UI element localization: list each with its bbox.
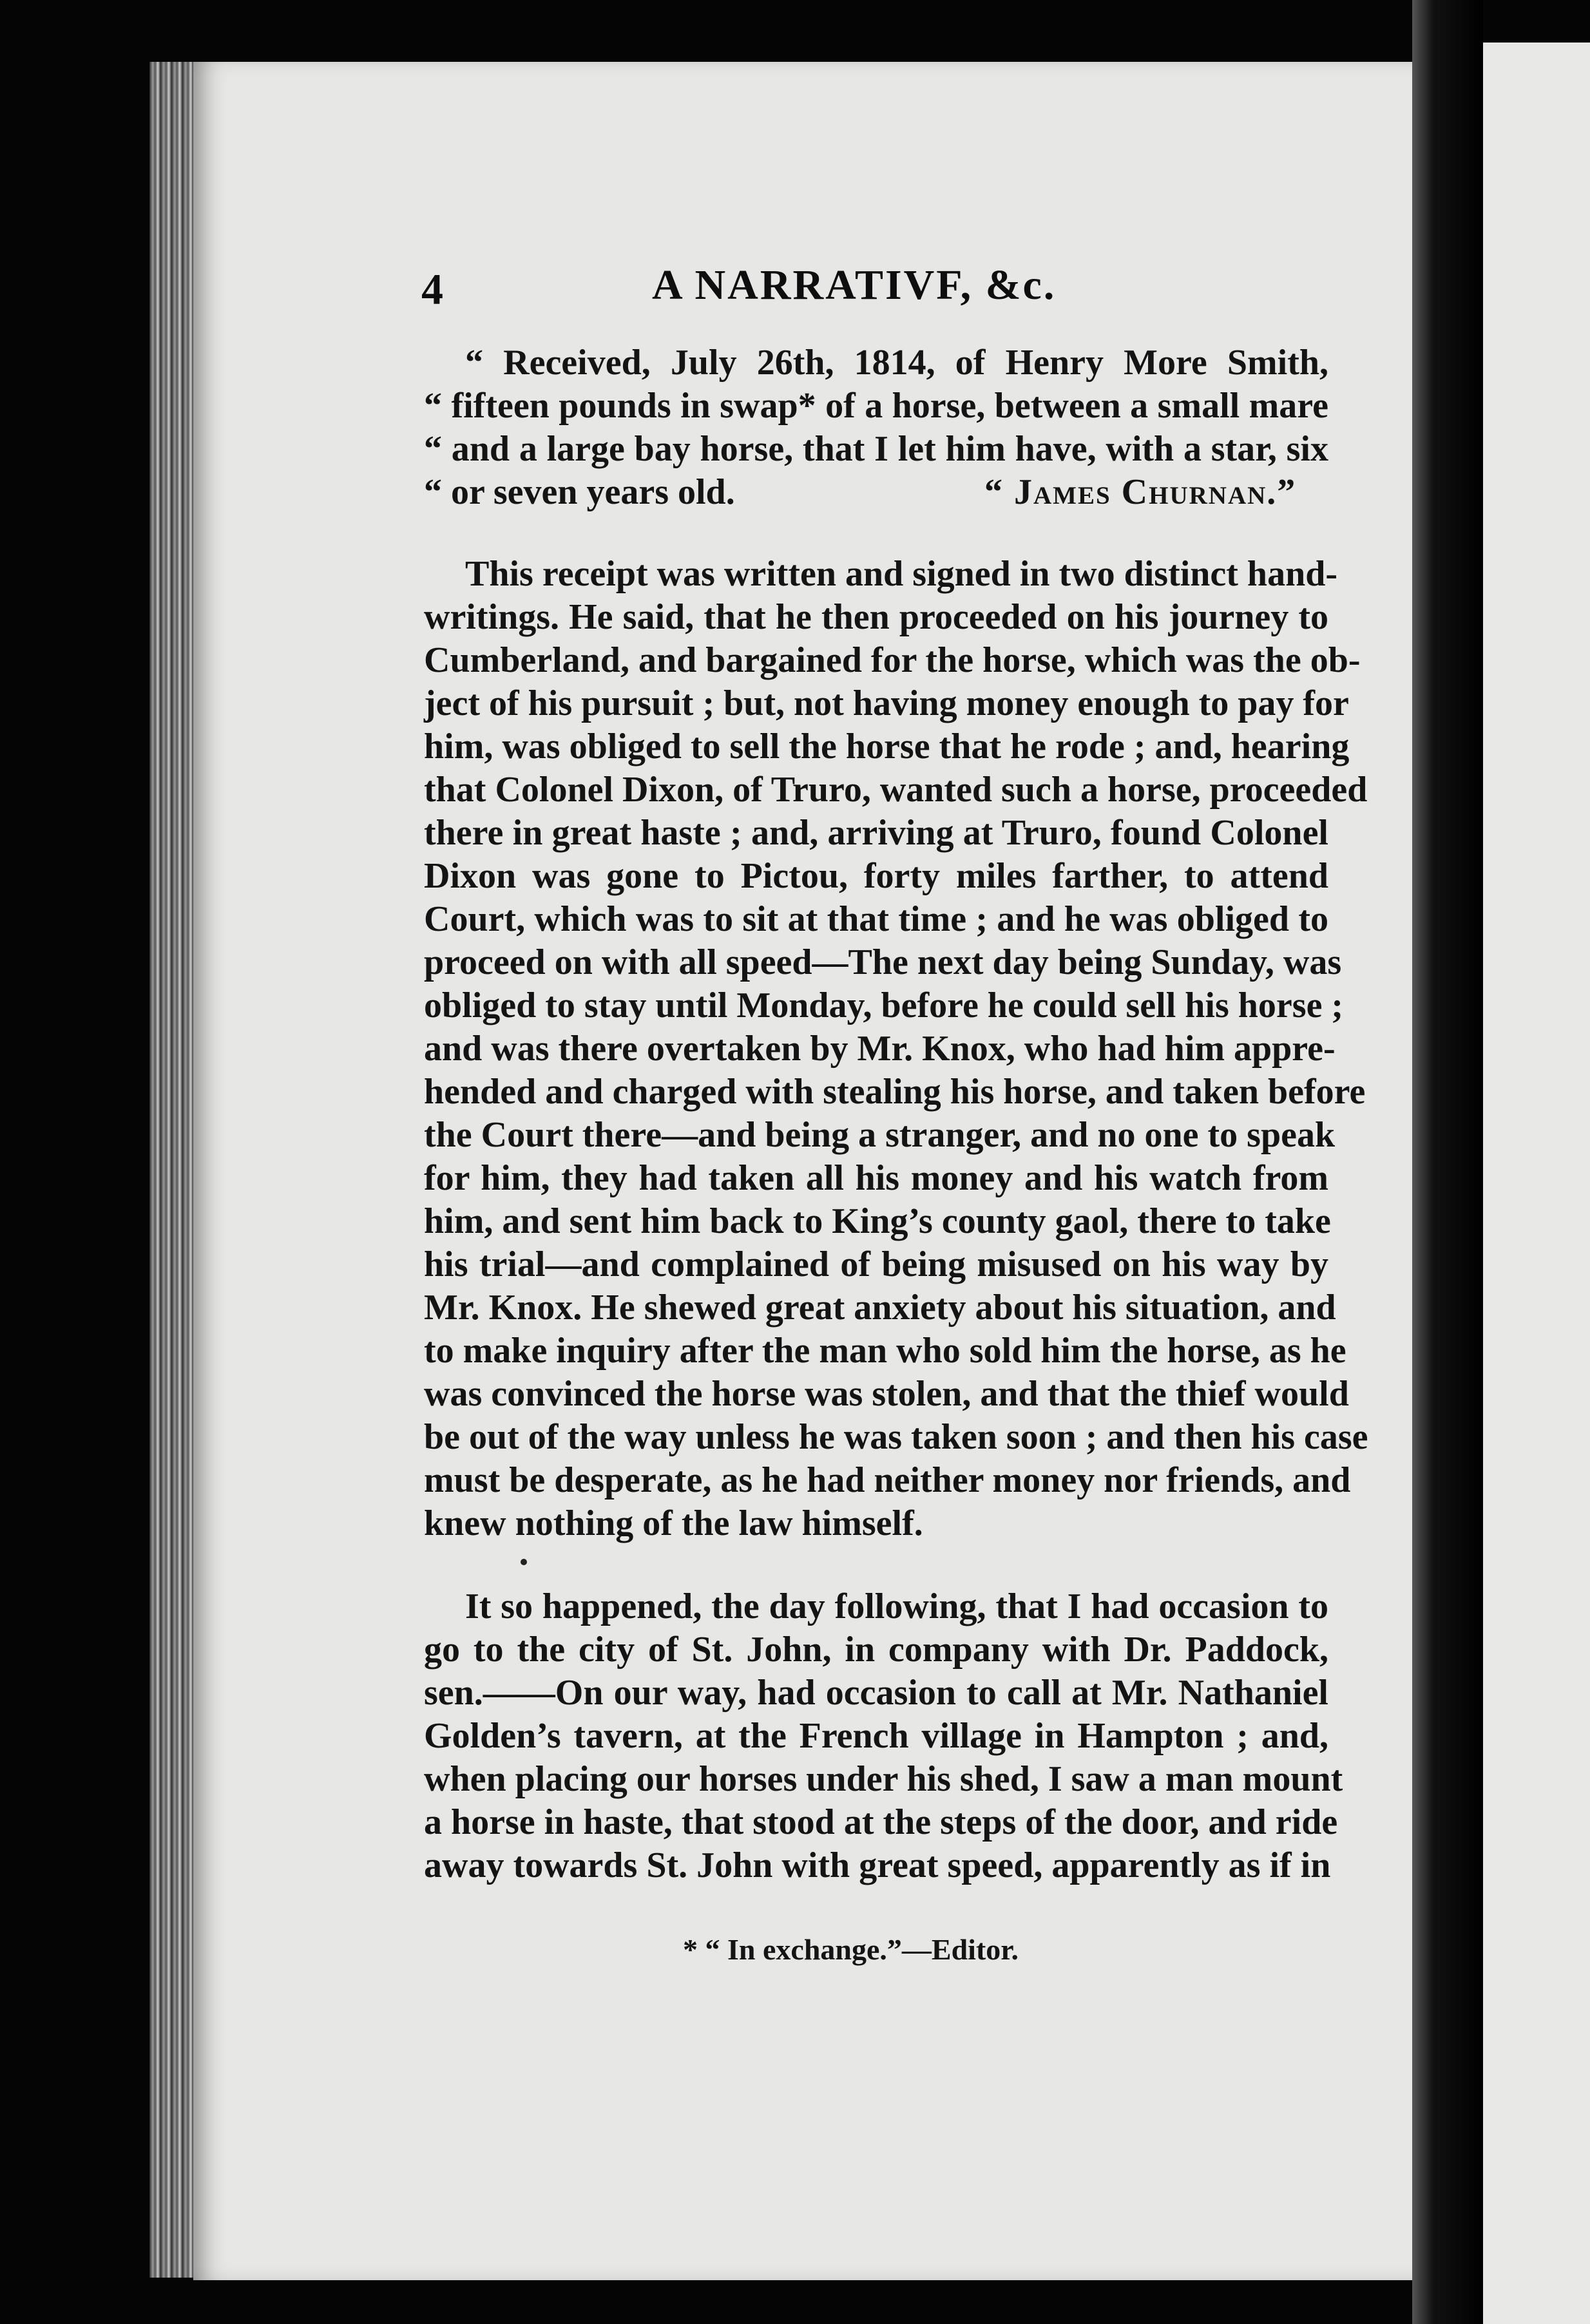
paragraph-line: when placing our horses under his shed, I saw a man mount — [424, 1759, 1343, 1799]
paragraph-line: This receipt was written and signed in two distinct hand- — [465, 554, 1338, 594]
paragraph-line: must be desperate, as he had neither money nor friends, and — [424, 1460, 1351, 1500]
paragraph-line: writings. He said, that he then proceeded on his journey to — [424, 597, 1328, 637]
page-fold-gutter — [1412, 0, 1483, 2324]
paragraph-line: It so happened, the day following, that I had occasion to — [465, 1586, 1328, 1626]
paragraph-line: a horse in haste, that stood at the steps of the door, and ride — [424, 1802, 1338, 1842]
receipt-line: “ Received, July 26th, 1814, of Henry More Smith, — [465, 343, 1328, 383]
paragraph-line: Golden’s tavern, at the French village in Hampton ; and, — [424, 1716, 1328, 1756]
paragraph-line: hended and charged with stealing his horse, and taken before — [424, 1072, 1366, 1112]
paragraph-line: obliged to stay until Monday, before he could sell his horse ; — [424, 986, 1344, 1025]
footnote: * “ In exchange.”—Editor. — [683, 1933, 1019, 1966]
paragraph-line: his trial—and complained of being misused on his way by — [424, 1244, 1328, 1284]
paragraph-line: the Court there—and being a stranger, and no one to speak — [424, 1115, 1336, 1155]
page-number: 4 — [421, 265, 443, 314]
paragraph-line: proceed on with all speed—The next day being Sunday, was — [424, 942, 1342, 982]
receipt-signature-text: “ James Churnan.” — [984, 472, 1297, 512]
paragraph-line: go to the city of St. John, in company with Dr. Paddock, — [424, 1630, 1328, 1670]
facing-page-edge — [1483, 43, 1590, 2324]
receipt-line: “ or seven years old. — [424, 472, 735, 512]
paragraph-line: to make inquiry after the man who sold him the horse, as he — [424, 1331, 1346, 1371]
paragraph-line: Mr. Knox. He shewed great anxiety about his situation, and — [424, 1288, 1336, 1328]
paragraph-line: Cumberland, and bargained for the horse, which was the ob- — [424, 640, 1361, 680]
receipt-line: “ and a large bay horse, that I let him have, with a star, six — [424, 429, 1328, 469]
paragraph-line: him, was obliged to sell the horse that he rode ; and, hearing — [424, 727, 1350, 767]
paragraph-line: Dixon was gone to Pictou, forty miles farther, to attend — [424, 856, 1328, 896]
running-head: A NARRATIVF, &c. — [652, 262, 1057, 309]
paragraph-line: sen.——On our way, had occasion to call at Mr. Nathaniel — [424, 1673, 1328, 1713]
paragraph-line: knew nothing of the law himself. — [424, 1503, 923, 1543]
paragraph-line: for him, they had taken all his money and his watch from — [424, 1158, 1328, 1198]
paragraph-line: was convinced the horse was stolen, and that the thief would — [424, 1374, 1349, 1414]
receipt-signature — [984, 474, 1296, 510]
paragraph-line: away towards St. John with great speed, apparently as if in — [424, 1845, 1331, 1885]
paragraph-line: him, and sent him back to King’s county gaol, there to take — [424, 1201, 1331, 1241]
ink-speck — [521, 1559, 527, 1565]
paragraph-line: that Colonel Dixon, of Truro, wanted such a horse, proceeded — [424, 770, 1368, 810]
paragraph-line: and was there overtaken by Mr. Knox, who had him appre- — [424, 1029, 1336, 1069]
paragraph-line: be out of the way unless he was taken soon ; and then his case — [424, 1417, 1368, 1457]
receipt-line: “ fifteen pounds in swap* of a horse, between a small mare — [424, 386, 1328, 426]
paragraph-line: Court, which was to sit at that time ; and he was obliged to — [424, 899, 1328, 939]
paragraph-line: ject of his pursuit ; but, not having money enough to pay for — [424, 683, 1349, 723]
paragraph-line: there in great haste ; and, arriving at Truro, found Colonel — [424, 813, 1328, 853]
